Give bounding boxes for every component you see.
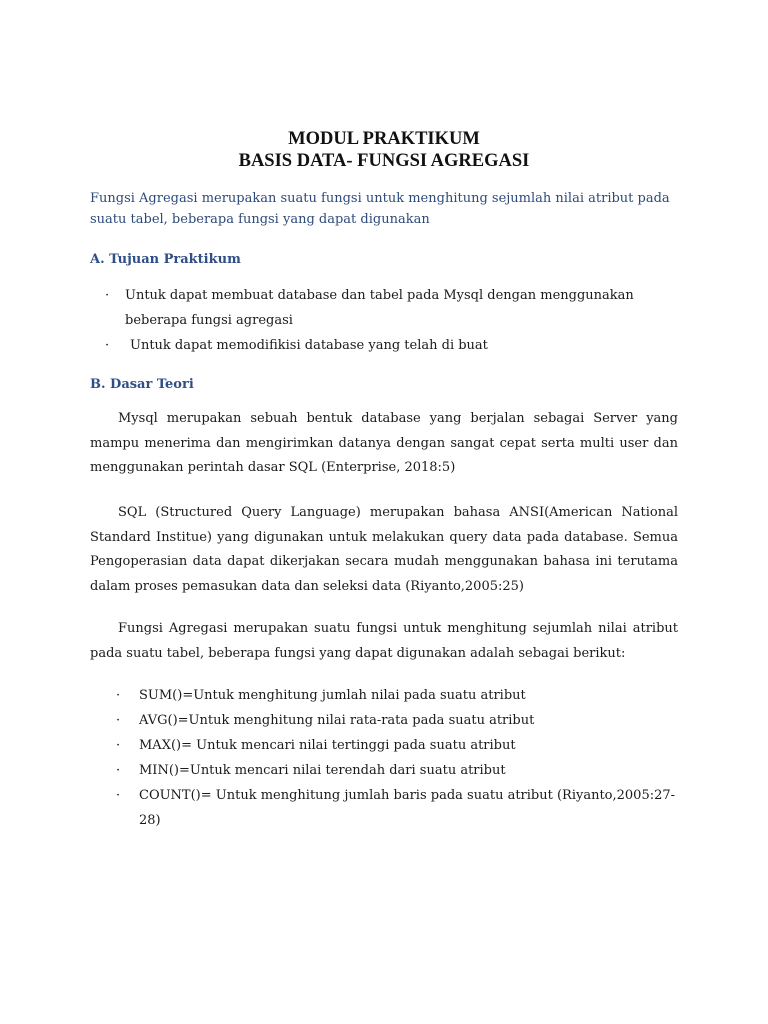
section-b-heading: B. Dasar Teori [90,377,194,392]
intro-paragraph: Fungsi Agregasi merupakan suatu fungsi untuk menghitung sejumlah nilai atribut pada suatu tabel, beberapa fungsi yang dapat digunakan [90,191,670,227]
bullet-icon: · [105,338,110,353]
document-title: MODUL PRAKTIKUM [288,129,480,149]
list-item-text: Untuk dapat membuat database dan tabel pada Mysql dengan menggunakan [125,288,634,303]
function-list [90,683,690,833]
list-item-text: beberapa fungsi agregasi [125,313,293,328]
list-item [90,783,690,833]
list-item-text: AVG()=Untuk menghitung nilai rata-rata pada suatu atribut [139,713,535,728]
bullet-icon: · [105,288,110,303]
body-paragraph: Fungsi Agregasi merupakan suatu fungsi untuk menghitung sejumlah nilai atribut pada suatu tabel, beberapa fungsi yang dapat digunakan adalah sebagai berikut: [90,621,678,661]
document-subtitle: BASIS DATA- FUNGSI AGREGASI [238,151,530,171]
list-item [90,333,690,358]
list-item [90,733,690,758]
bullet-icon: · [116,713,121,728]
list-item-text: MIN()=Untuk mencari nilai terendah dari suatu atribut [139,763,506,778]
list-item [90,758,690,783]
list-item-text: Untuk dapat memodifikisi database yang telah di buat [130,338,488,353]
list-item-text: MAX()= Untuk mencari nilai tertinggi pada suatu atribut [139,738,516,753]
bullet-icon: · [116,788,121,803]
section-a-heading: A. Tujuan Praktikum [90,252,241,267]
list-item [90,708,690,733]
list-item-continuation [90,308,690,333]
bullet-icon: · [116,763,121,778]
bullet-icon: · [116,738,121,753]
list-item [90,283,690,308]
list-item-text: COUNT()= Untuk menghitung jumlah baris pada suatu atribut (Riyanto,2005:27-28) [139,788,676,828]
list-item-text: SUM()=Untuk menghitung jumlah nilai pada suatu atribut [139,688,526,703]
bullet-icon: · [116,688,121,703]
body-paragraph: SQL (Structured Query Language) merupakan bahasa ANSI(American National Standard Institue) yang digunakan untuk melakukan query data pada database. Semua Pengoperasian data dapat dikerjakan secara mudah menggunakan bahasa ini terutama dalam proses pemasukan data dan seleksi data (Riyanto,2005:25) [90,505,678,594]
list-item [90,683,690,708]
goal-list [90,283,690,333]
goal-list [90,333,690,358]
body-paragraph: Mysql merupakan sebuah bentuk database yang berjalan sebagai Server yang mampu menerima dan mengirimkan datanya dengan sangat cepat serta multi user dan menggunakan perintah dasar SQL (Enterprise, 2018:5) [90,411,678,475]
